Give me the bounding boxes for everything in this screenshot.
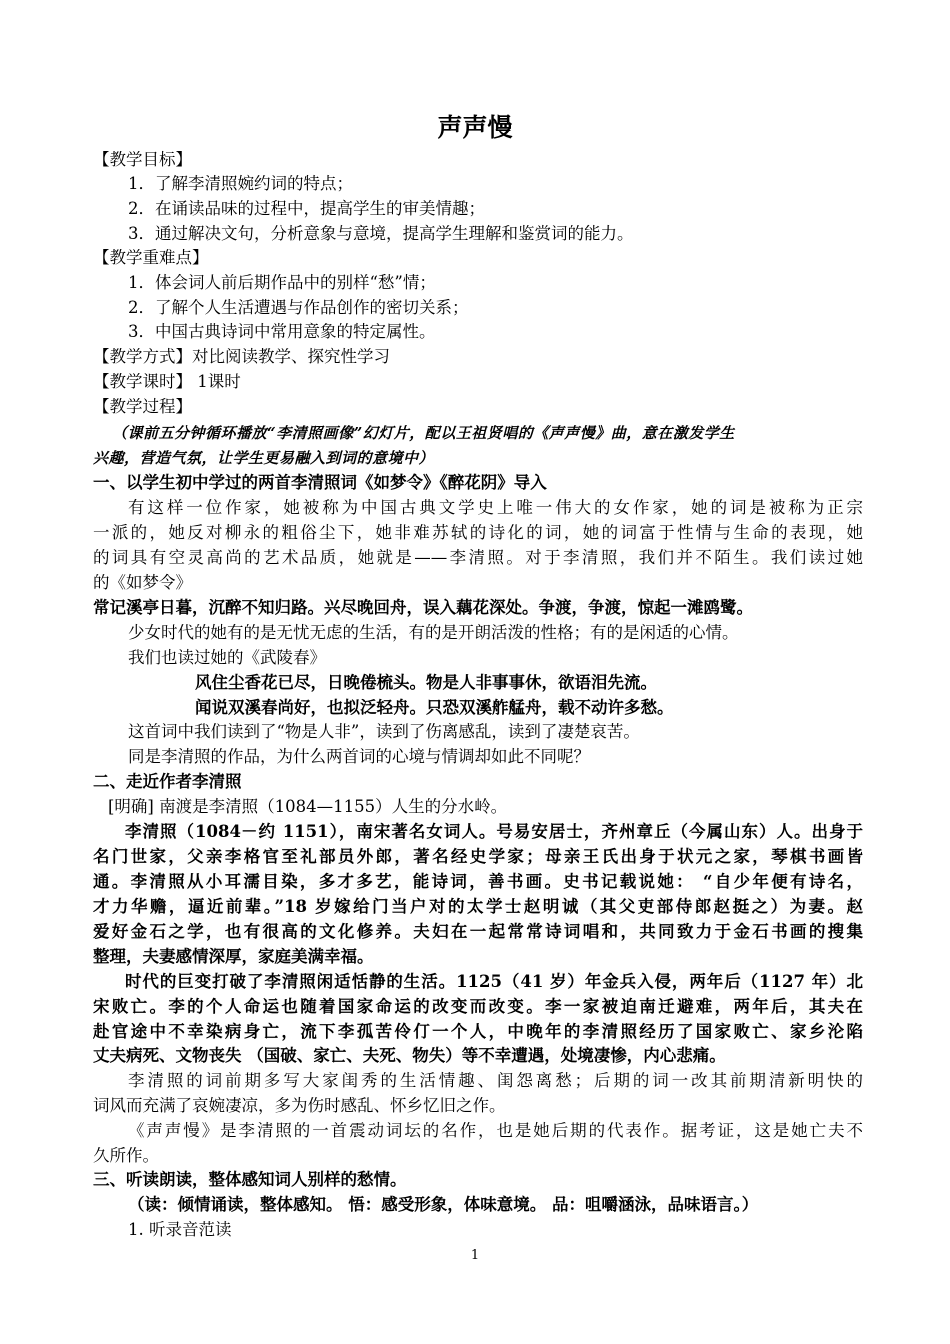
- bio-line: 才力华赡，逼近前辈。”18 岁嫁给门当户对的太学士赵明诚（其父吏部侍郎赵挺之）为妻。赵: [93, 897, 863, 916]
- paragraph-line: 同是李清照的作品，为什么两首词的心境与情调却如此不同呢？: [128, 747, 590, 766]
- paragraph-line: 《声声慢》是李清照的一首震动词坛的名作，也是她后期的代表作。据考证，这是她亡夫不: [128, 1121, 863, 1140]
- paragraph-line: 这首词中我们读到了“物是人非”，读到了伤离感乱，读到了凄楚哀苦。: [128, 722, 640, 741]
- teaching-method: 【教学方式】对比阅读教学、探究性学习: [93, 347, 390, 366]
- section-heading: 三、听读朗读，整体感知词人别样的愁情。: [93, 1170, 407, 1189]
- key-point-item: 2．了解个人生活遭遇与作品创作的密切关系；: [128, 298, 469, 317]
- key-point-item: 3．中国古典诗词中常用意象的特定属性。: [128, 322, 436, 341]
- bio-line: 丈夫病死、文物丧失 （国破、家亡、夫死、物失）等不幸遭遇，处境凄惨，内心悲痛。: [93, 1046, 726, 1065]
- poem-wulingchun-line: 风住尘香花已尽，日晚倦梳头。物是人非事事休，欲语泪先流。: [195, 673, 657, 692]
- paragraph-line: 久所作。: [93, 1146, 159, 1165]
- list-item: 1. 听录音范读: [128, 1220, 232, 1239]
- objective-item: 2．在诵读品味的过程中，提高学生的审美情趣；: [128, 199, 485, 218]
- bio-line: 通。李清照从小耳濡目染，多才多艺，能诗词，善书画。史书记载说她： “自少年便有诗名，: [93, 872, 863, 891]
- bio-line: 整理，夫妻感情深厚，家庭美满幸福。: [93, 947, 374, 966]
- objective-item: 1．了解李清照婉约词的特点；: [128, 174, 353, 193]
- clarify-line: [明确] 南渡是李清照（1084—1155）人生的分水岭。: [108, 797, 508, 816]
- poem-rumengling: 常记溪亭日暮，沉醉不知归路。兴尽晚回舟，误入藕花深处。争渡，争渡，惊起一滩鸥鹭。: [93, 598, 753, 617]
- objective-item: 3．通过解决文句，分析意象与意境，提高学生理解和鉴赏词的能力。: [128, 224, 634, 243]
- key-points-heading: 【教学重难点】: [93, 248, 209, 267]
- process-heading: 【教学过程】: [93, 397, 192, 416]
- poem-wulingchun-line: 闻说双溪春尚好，也拟泛轻舟。只恐双溪舴艋舟，载不动许多愁。: [195, 698, 674, 717]
- paragraph-line: 少女时代的她有的是无忧无虑的生活，有的是开朗活泼的性格；有的是闲适的心情。: [128, 623, 739, 642]
- paragraph-line: 李清照的词前期多写大家闺秀的生活情趣、闺怨离愁；后期的词一改其前期清新明快的: [128, 1071, 863, 1090]
- section-heading: 一、以学生初中学过的两首李清照词《如梦令》《醉花阴》导入: [93, 473, 547, 492]
- paragraph-line: 我们也读过她的《武陵春》: [128, 648, 326, 667]
- paragraph-line: 的词具有空灵高尚的艺术品质，她就是——李清照。对于李清照，我们并不陌生。我们读过她: [93, 548, 863, 567]
- bio-line: 名门世家，父亲李格官至礼部员外郎，著名经史学家；母亲王氏出身于状元之家，琴棋书画皆: [93, 847, 863, 866]
- section-heading: 二、走近作者李清照: [93, 772, 242, 791]
- pre-class-note-line: 兴趣，营造气氛，让学生更易融入到词的意境中）: [93, 449, 435, 467]
- page-number: 1: [470, 1248, 480, 1263]
- page-title: 声声慢: [437, 113, 513, 142]
- paragraph-line: 有这样一位作家，她被称为中国古典文学史上唯一伟大的女作家，她的词是被称为正宗: [128, 498, 863, 517]
- pre-class-note-line: （课前五分钟循环播放“李清照画像”幻灯片，配以王祖贤唱的《声声慢》曲，意在激发学生: [112, 424, 735, 442]
- bio-line: 宋败亡。李的个人命运也随着国家命运的改变而改变。李一家被迫南迁避难，两年后，其夫在: [93, 997, 863, 1016]
- paragraph-line: 词风而充满了哀婉凄凉，多为伤时感乱、怀乡忆旧之作。: [93, 1096, 506, 1115]
- bio-line: 时代的巨变打破了李清照闲适恬静的生活。1125（41 岁）年金兵入侵，两年后（1127 年）北: [125, 972, 863, 991]
- paragraph-line: 一派的，她反对柳永的粗俗尘下，她非难苏轼的诗化的词，她的词富于性情与生命的表现，她: [93, 523, 863, 542]
- objectives-heading: 【教学目标】: [93, 150, 192, 169]
- reading-note: （读：倾情诵读，整体感知。 悟：感受形象，体味意境。 品：咀嚼涵泳，品味语言。）: [128, 1195, 759, 1214]
- bio-line: 爱好金石之学，也有很高的文化修养。夫妇在一起常常诗词唱和，共同致力于金石书画的搜集: [93, 922, 863, 941]
- key-point-item: 1．体会词人前后期作品中的别样“愁”情；: [128, 273, 436, 292]
- bio-line: 李清照（1084－约 1151），南宋著名女词人。号易安居士，齐州章丘（今属山东）人。出身于: [125, 822, 863, 841]
- paragraph-line: 的《如梦令》: [93, 573, 192, 592]
- bio-line: 赴官途中不幸染病身亡，流下李孤苦伶仃一个人，中晚年的李清照经历了国家败亡、家乡沦陷: [93, 1022, 863, 1041]
- teaching-hours: 【教学课时】 1课时: [93, 372, 241, 391]
